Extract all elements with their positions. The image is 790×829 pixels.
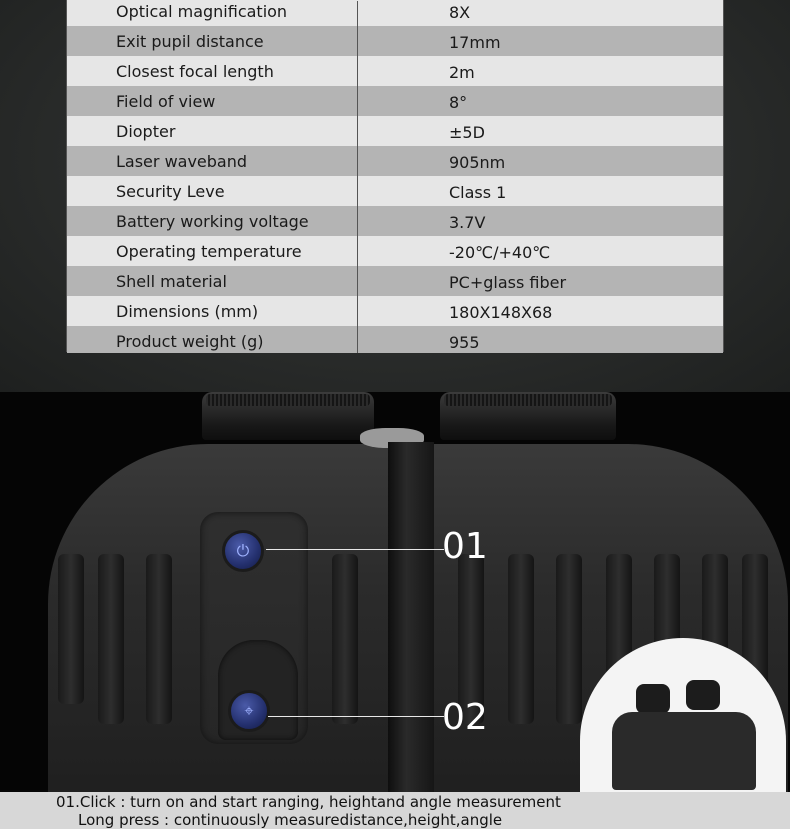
- spec-label: Field of view: [116, 92, 216, 111]
- spec-value: 17mm: [449, 33, 501, 52]
- crosshair-icon: ⌖: [244, 701, 254, 720]
- spec-value: 905nm: [449, 153, 506, 172]
- caption-line-1: 01.Click : turn on and start ranging, heightand angle measurement: [56, 793, 561, 811]
- spec-label: Dimensions (mm): [116, 302, 259, 321]
- spec-table: [66, 0, 724, 352]
- spec-label: Laser waveband: [116, 152, 248, 171]
- grip-rib: [98, 554, 124, 724]
- spec-label: Shell material: [116, 272, 227, 291]
- spec-value: ±5D: [449, 123, 485, 142]
- grip-rib: [508, 554, 534, 724]
- spec-row: [67, 86, 723, 116]
- spec-row: [67, 236, 723, 266]
- power-button[interactable]: [222, 530, 264, 572]
- spec-label: Battery working voltage: [116, 212, 309, 231]
- spec-row: [67, 296, 723, 326]
- spec-value: 8°: [449, 93, 468, 112]
- spec-row: [67, 116, 723, 146]
- thumbnail-binocular: [612, 712, 756, 790]
- spec-label: Closest focal length: [116, 62, 274, 81]
- callout-label-02: 02: [442, 697, 488, 738]
- spec-row: [67, 266, 723, 296]
- spec-label: Diopter: [116, 122, 176, 141]
- spec-value: Class 1: [449, 183, 507, 202]
- spec-label: Product weight (g): [116, 332, 264, 351]
- grip-rib: [58, 554, 84, 704]
- spec-value: 8X: [449, 3, 471, 22]
- power-icon: ⏻: [236, 541, 250, 560]
- spec-label: Operating temperature: [116, 242, 302, 261]
- spec-value: 2m: [449, 63, 475, 82]
- spec-label: Exit pupil distance: [116, 32, 264, 51]
- grip-rib: [146, 554, 172, 724]
- spec-row: [67, 26, 723, 56]
- crosshair-button[interactable]: [228, 690, 270, 732]
- callout-line-01: [266, 549, 444, 550]
- spec-value: -20℃/+40℃: [449, 243, 551, 262]
- spec-value: 180X148X68: [449, 303, 553, 322]
- column-divider: [357, 1, 358, 353]
- spec-row: [67, 0, 723, 26]
- right-eyecup-ring: [444, 394, 612, 406]
- spec-row: [67, 56, 723, 86]
- callout-line-02: [268, 716, 444, 717]
- grip-rib: [556, 554, 582, 724]
- spec-row: [67, 326, 723, 353]
- spec-row: [67, 206, 723, 236]
- spec-label: Optical magnification: [116, 2, 288, 21]
- spec-value: 955: [449, 333, 480, 352]
- center-hinge: [388, 442, 434, 792]
- spec-section: [0, 0, 790, 392]
- spec-row: [67, 146, 723, 176]
- grip-rib: [332, 554, 358, 724]
- spec-value: 3.7V: [449, 213, 486, 232]
- callout-label-01: 01: [442, 526, 488, 567]
- spec-label: Security Leve: [116, 182, 225, 201]
- left-eyecup-ring: [206, 394, 370, 406]
- caption-line-2: Long press : continuously measuredistance,height,angle: [78, 811, 503, 829]
- caption-strip: [0, 792, 790, 829]
- thumbnail-eyecup: [636, 684, 670, 714]
- spec-value: PC+glass fiber: [449, 273, 567, 292]
- spec-row: [67, 176, 723, 206]
- thumbnail-eyecup: [686, 680, 720, 710]
